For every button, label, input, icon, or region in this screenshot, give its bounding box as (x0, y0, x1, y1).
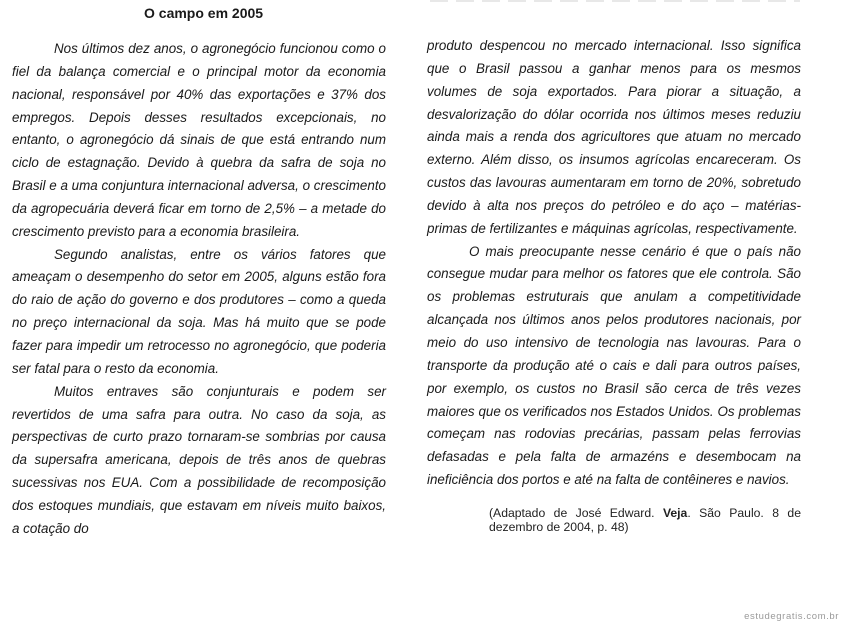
top-edge-artifact (430, 0, 800, 2)
paragraph-4: O mais preocupante nesse cenário é que o país não consegue mudar para melhor os fatores que ele controla. São os problemas estruturais que anulam a competitividade alcançada nos últimos anos pelos produtores nacionais, por meio do uso intensivo de tecnologia nas lavouras. Para o transporte da produção até o cais e dali para outros países, por exemplo, os custos no Brasil são cerca de três vezes maiores que os verificados nos Estados Unidos. Os problemas começam nas rodovias precárias, passam pelas ferrovias defasadas e pela falta de armazéns e desembocam na ineficiência dos portos e até na falta de contêineres e navios. (427, 243, 801, 488)
paragraph-3-continued: produto despencou no mercado internacional. Isso significa que o Brasil passou a ganhar menos para os mesmos volumes de soja exportados. Para piorar a situação, a desvalorização do dólar ocorrida nos últimos meses reduziu ainda mais a renda dos agricultores que atuam no mercado externo. Além disso, os insumos agrícolas encareceram. Os custos das lavouras aumentaram em torno de 20%, sobretudo devido à alta nos preços do petróleo e do aço – matérias-primas de fertilizantes e máquinas agrícolas, respectivamente. (427, 38, 801, 236)
watermark: estudegratis.com.br (744, 611, 839, 622)
page-title: O campo em 2005 (144, 5, 264, 21)
text-column-left (12, 38, 386, 541)
text-column-right (427, 35, 801, 492)
paragraph-2: Segundo analistas, entre os vários fatores que ameaçam o desempenho do setor em 2005, alguns estão fora do raio de ação do governo e dos produtores – como a queda no preço internacional da soja. Mas há muito que se pode fazer para impedir um retrocesso no agronegócio, que poderia ser fatal para o resto da economia. (12, 246, 386, 376)
source-citation (489, 506, 801, 534)
paragraph-1: Nos últimos dez anos, o agronegócio funcionou como o fiel da balança comercial e o principal motor da economia nacional, responsável por 40% das exportações e 37% dos empregos. Depois desses resultados excepcionais, no entanto, o agronegócio dá sinais de que está entrando num ciclo de estagnação. Devido à quebra da safra de soja no Brasil e a uma conjuntura internacional adversa, o crescimento da agropecuária deverá ficar em torno de 2,5% – a metade do crescimento previsto para a economia brasileira. (12, 41, 386, 239)
source-prefix: (Adaptado de José Edward. (489, 506, 663, 520)
source-suffix: . São Paulo. 8 de dezembro de 2004, p. 48) (489, 506, 801, 534)
source-publication: Veja (662, 506, 688, 520)
paragraph-3: Muitos entraves são conjunturais e podem ser revertidos de uma safra para outra. No caso da soja, as perspectivas de curto prazo tornaram-se sombrias por causa da supersafra americana, depois de três anos de quebras sucessivas nos EUA. Com a possibilidade de recomposição dos estoques mundiais, que estavam em níveis muito baixos, a cotação do (12, 383, 386, 536)
